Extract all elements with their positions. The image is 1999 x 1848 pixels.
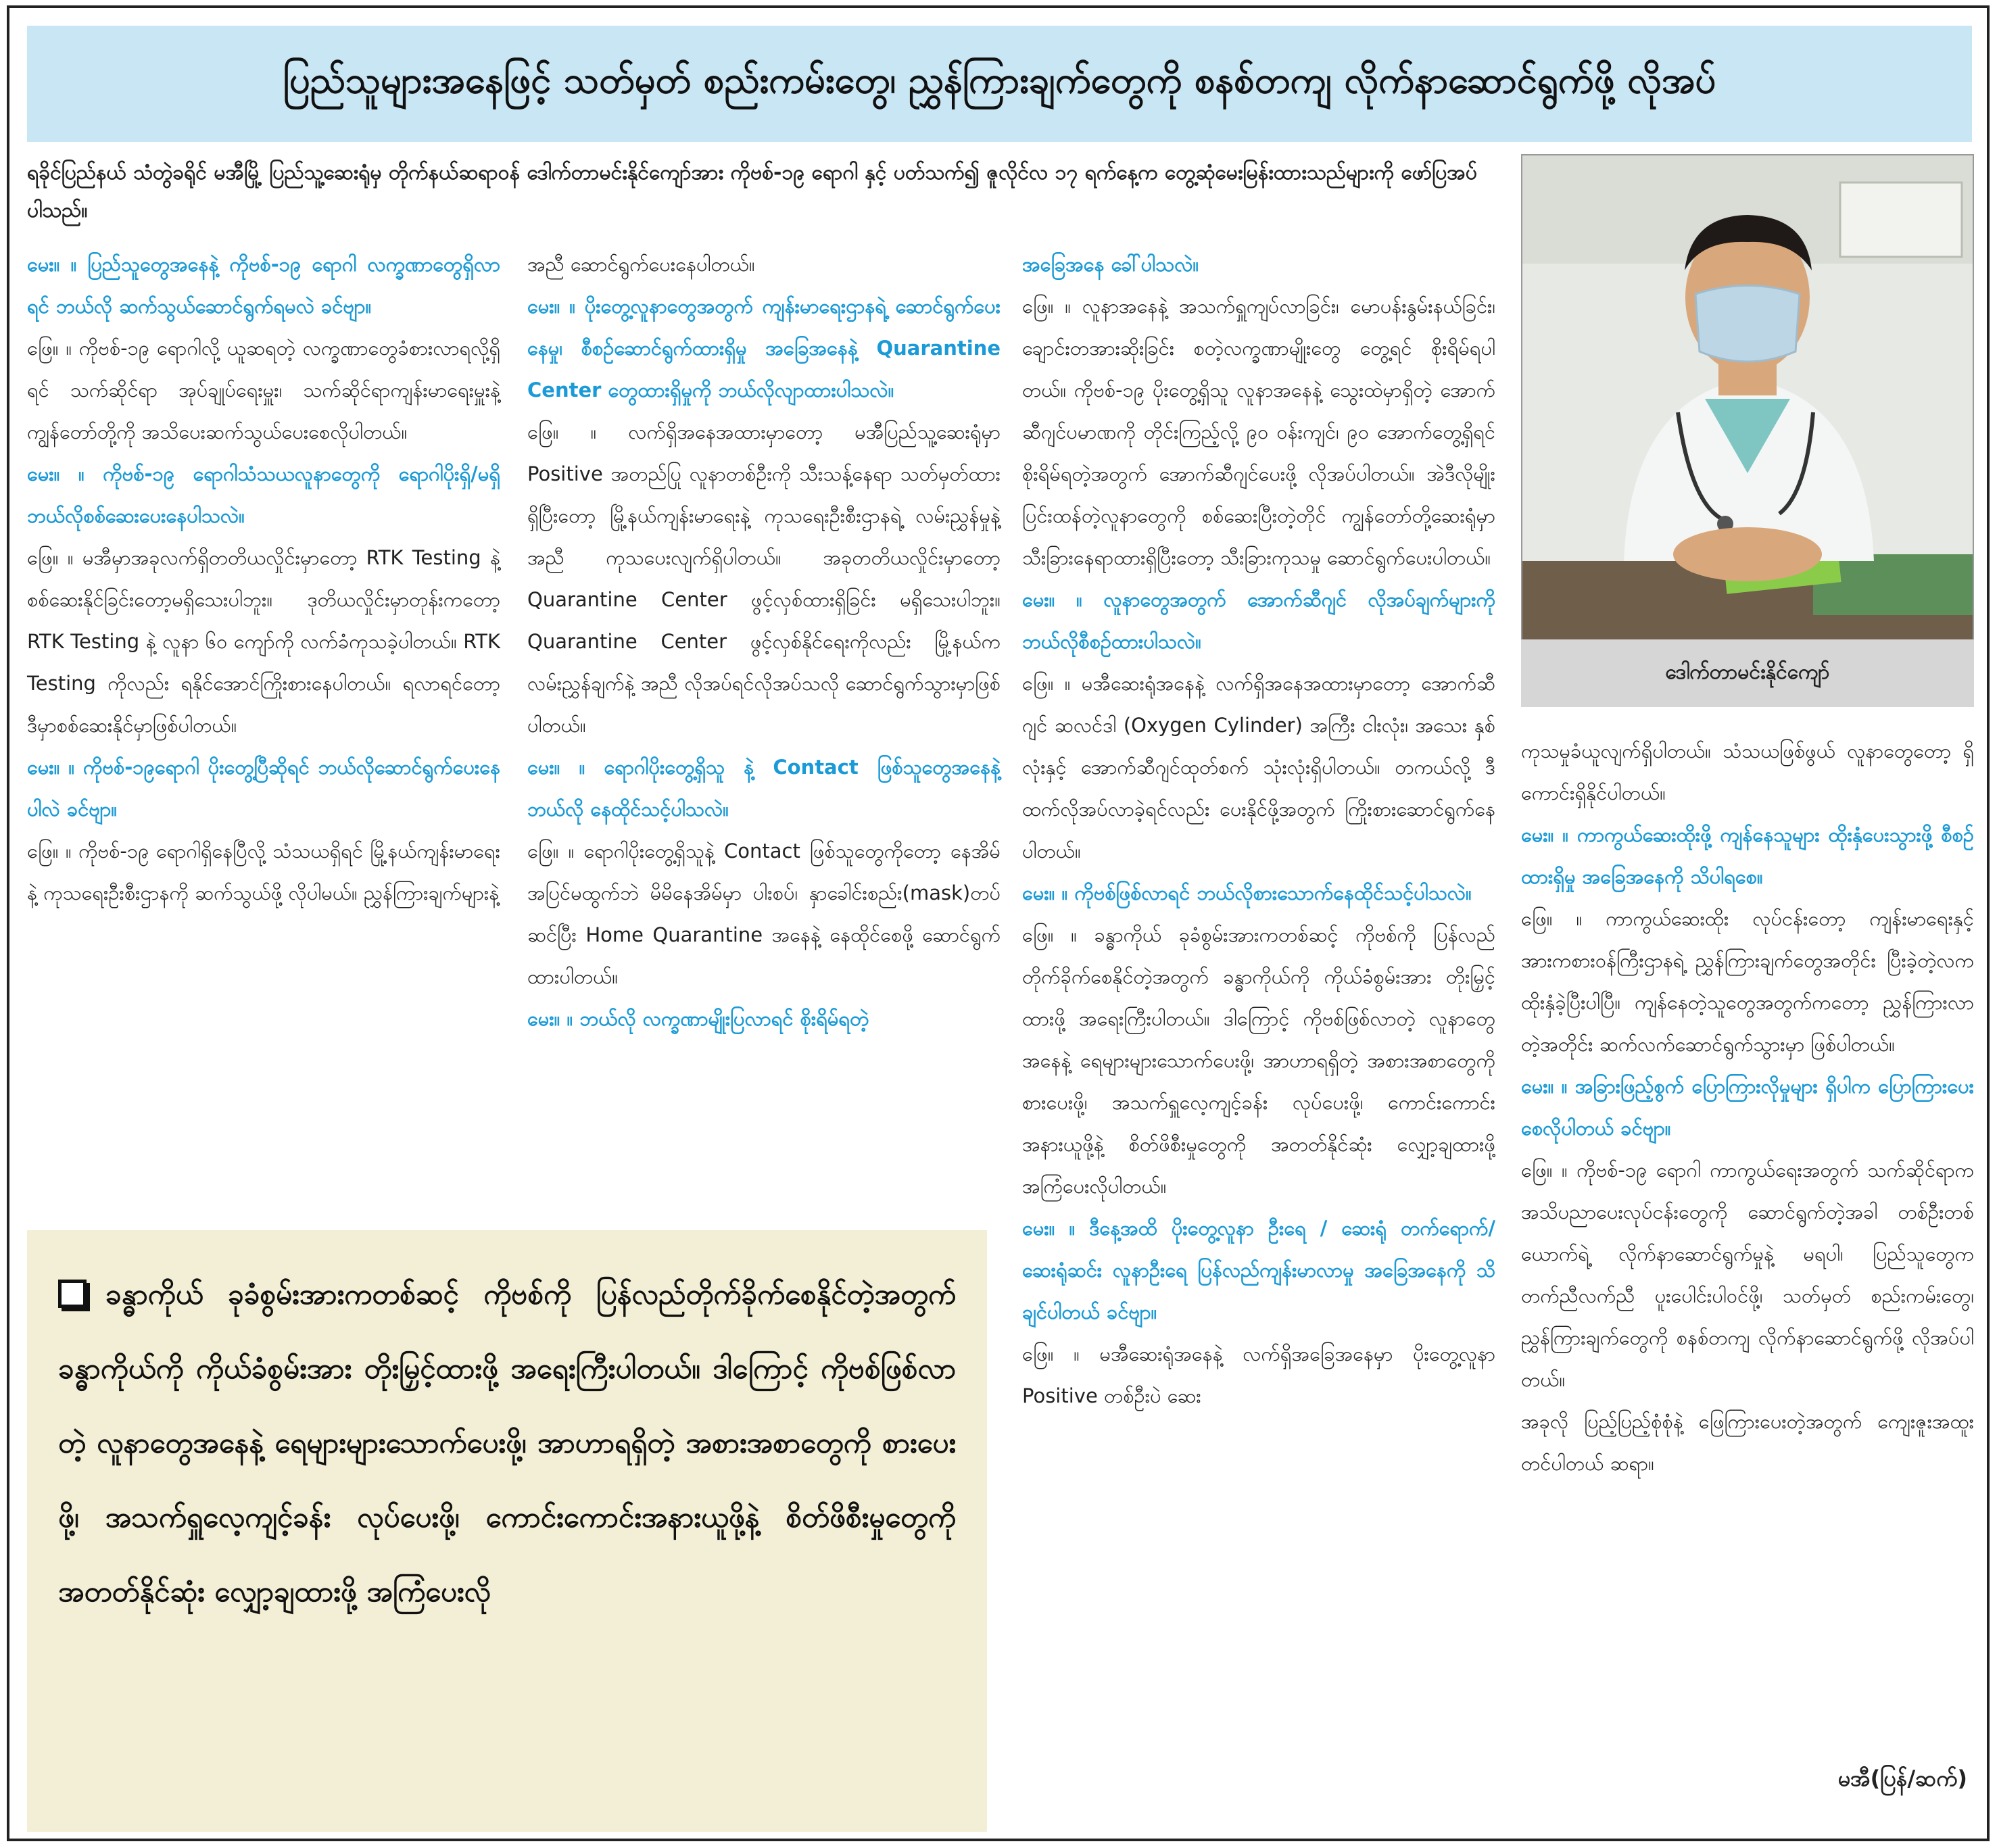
- question-paragraph: မေး။ ။ ကိုဗစ်ဖြစ်လာရင် ဘယ်လိုစားသောက်နေထိုင်သင့်ပါသလဲ။: [1022, 881, 1472, 904]
- question-paragraph: မေး။ ။ အခြားဖြည့်စွက် ပြောကြားလိုမှုများ ရှိပါက ပြောကြားပေးစေလိုပါတယ် ခင်ဗျာ။: [1521, 1075, 1974, 1140]
- question-paragraph: မေး။ ။ ပိုးတွေ့လူနာတွေအတွက် ကျန်းမာရေးဌာနရဲ့ ဆောင်ရွက်ပေးနေမှု၊ စီစဉ်ဆောင်ရွက်ထားရှိမှု အခြေအနေနဲ့ Quarantine Center တွေထားရှိမှုကို ဘယ်လိုလျာထားပါသလဲ။: [527, 295, 1001, 402]
- answer-paragraph: ဖြေ။ ။ လူနာအနေနဲ့ အသက်ရှူကျပ်လာခြင်း၊ မောပန်းနွမ်းနယ်ခြင်း၊ ချောင်းတအားဆိုးခြင်း စတဲ့လက္ခဏာမျိုးတွေ တွေ့ရင် စိုးရိမ်ရပါတယ်။ ကိုဗစ်-၁၉ ပိုးတွေ့ရှိသူ လူနာအနေနဲ့ သွေးထဲမှာရှိတဲ့ အောက်ဆီဂျင်ပမာဏကို တိုင်းကြည့်လို့ ၉၀ ဝန်းကျင်၊ ၉၀ အောက်တွေ့ရှိရင် စိုးရိမ်ရတဲ့အတွက် အောက်ဆီဂျင်ပေးဖို့ လိုအပ်ပါတယ်။ အဲဒီလိုမျိုး ပြင်းထန်တဲ့လူနာတွေကို စစ်ဆေးပြီးတဲ့တိုင် ကျွန်တော်တို့ဆေးရုံမှာ သီးခြားနေရာထားရှိပြီးတော့ သီးခြားကုသမှု ဆောင်ရွက်ပေးပါတယ်။: [1022, 295, 1495, 569]
- pull-quote-box: [27, 1230, 987, 1832]
- answer-paragraph: ဖြေ။ ။ ကာကွယ်ဆေးထိုး လုပ်ငန်းတော့ ကျန်းမာရေးနှင့် အားကစားဝန်ကြီးဌာနရဲ့ ညွှန်ကြားချက်တွေအတိုင်း ပြီးခဲ့တဲ့လက ထိုးနှံခဲ့ပြီးပါပြီ။ ကျန်နေတဲ့သူတွေအတွက်ကတော့ ညွှန်ကြားလာတဲ့အတိုင်း ဆက်လက်ဆောင်ရွက်သွားမှာ ဖြစ်ပါတယ်။: [1521, 907, 1974, 1056]
- answer-paragraph: ကုသမှုခံယူလျက်ရှိပါတယ်။ သံသယဖြစ်ဖွယ် လူနာတွေတော့ ရှိကောင်းရှိနိုင်ပါတယ်။: [1521, 739, 1974, 804]
- column-3: [1022, 243, 1495, 1791]
- question-paragraph: မေး။ ။ ရောဂါပိုးတွေ့ရှိသူ နဲ့ Contact ဖြစ်သူတွေအနေနဲ့ ဘယ်လို နေထိုင်သင့်ပါသလဲ။: [527, 756, 1001, 821]
- answer-paragraph: အညီ ဆောင်ရွက်ပေးနေပါတယ်။: [527, 253, 755, 276]
- pull-quote-text: ခန္ဓာကိုယ် ခုခံစွမ်းအားကတစ်ဆင့် ကိုဗစ်ကို ပြန်လည်တိုက်ခိုက်စေနိုင်တဲ့အတွက် ခန္ဓာကိုယ်ကို ကိုယ်ခံစွမ်းအား တိုးမြှင့်ထားဖို့ အရေးကြီးပါတယ်။ ဒါကြောင့် ကိုဗစ်ဖြစ်လာတဲ့ လူနာတွေအနေနဲ့ ရေများများသောက်ပေးဖို့၊ အာဟာရရှိတဲ့ အစားအစာတွေကို စားပေးဖို့၊ အသက်ရှူလေ့ကျင့်ခန်း လုပ်ပေးဖို့၊ ကောင်းကောင်းအနားယူဖို့နဲ့ စိတ်ဖိစီးမှုတွေကို အတတ်နိုင်ဆုံး လျှော့ချထားဖို့ အကြံပေးလို: [58, 1278, 956, 1608]
- question-paragraph: မေး။ ။ ဒီနေ့အထိ ပိုးတွေ့လူနာ ဦးရေ / ဆေးရုံ တက်ရောက်/ ဆေးရုံဆင်း လူနာဦးရေ ပြန်လည်ကျန်းမာလာမှု အခြေအနေကို သိချင်ပါတယ် ခင်ဗျာ။: [1022, 1217, 1495, 1323]
- answer-paragraph: ဖြေ။ ။ လက်ရှိအနေအထားမှာတော့ မအီပြည်သူ့ဆေးရုံမှာ Positive အတည်ပြု လူနာတစ်ဦးကို သီးသန့်နေရာ သတ်မှတ်ထားရှိပြီးတော့ မြို့နယ်ကျန်းမာရေးနဲ့ ကုသရေးဦးစီးဌာနရဲ့ လမ်းညွှန်မှုနဲ့အညီ ကုသပေးလျက်ရှိပါတယ်။ အခုတတိယလှိုင်းမှာတော့ Quarantine Center ဖွင့်လှစ်ထားရှိခြင်း မရှိသေးပါဘူး။ Quarantine Center ဖွင့်လှစ်နိုင်ရေးကိုလည်း မြို့နယ်ကလမ်းညွှန်ချက်နဲ့ အညီ လိုအပ်ရင်လိုအပ်သလို ဆောင်ရွက်သွားမှာဖြစ်ပါတယ်။: [527, 420, 1001, 737]
- answer-paragraph: ဖြေ။ ။ ရောဂါပိုးတွေ့ရှိသူနဲ့ Contact ဖြစ်သူတွေကိုတော့ နေအိမ်အပြင်မထွက်ဘဲ မိမိနေအိမ်မှာ ပါးစပ်၊ နှာခေါင်းစည်း(mask)တပ်ဆင်ပြီး Home Quarantine အနေနဲ့ နေထိုင်စေဖို့ ဆောင်ရွက်ထားပါတယ်။: [527, 840, 1001, 988]
- checkbox-icon: [58, 1280, 87, 1308]
- answer-paragraph: ဖြေ။ ။ ခန္ဓာကိုယ် ခုခံစွမ်းအားကတစ်ဆင့် ကိုဗစ်ကို ပြန်လည်တိုက်ခိုက်စေနိုင်တဲ့အတွက် ခန္ဓာကိုယ်ကို ကိုယ်ခံစွမ်းအား တိုးမြှင့်ထားဖို့ အရေးကြီးပါတယ်။ ဒါကြောင့် ကိုဗစ်ဖြစ်လာတဲ့ လူနာတွေအနေနဲ့ ရေများများသောက်ပေးဖို့၊ အာဟာရရှိတဲ့ အစားအစာတွေကို စားပေးဖို့၊ အသက်ရှူလေ့ကျင့်ခန်း လုပ်ပေးဖို့၊ ကောင်းကောင်း အနားယူဖို့နဲ့ စိတ်ဖိစီးမှုတွေကို အတတ်နိုင်ဆုံး လျှော့ချထားဖို့ အကြံပေးလိုပါတယ်။: [1022, 923, 1495, 1198]
- byline-signoff: မအီ(ပြန်/ဆက်): [1837, 1766, 1967, 1791]
- question-paragraph: မေး။ ။ ကိုဗစ်-၁၉ ရောဂါသံသယလူနာတွေကို ရောဂါပိုးရှိ/မရှိ ဘယ်လိုစစ်ဆေးပေးနေပါသလဲ။: [27, 462, 500, 527]
- doctor-illustration: [1522, 155, 1973, 687]
- photo-caption: ဒေါက်တာမင်းနိုင်ကျော်: [1521, 639, 1974, 707]
- answer-paragraph: ဖြေ။ ။ ကိုဗစ်-၁၉ ရောဂါလို့ ယူဆရတဲ့ လက္ခဏာတွေခံစားလာရလို့ရှိရင် သက်ဆိုင်ရာ အုပ်ချုပ်ရေးမှူး၊ သက်ဆိုင်ရာကျန်းမာရေးမှူးနဲ့ ကျွန်တော်တို့ကို အသိပေးဆက်သွယ်ပေးစေလိုပါတယ်။: [27, 337, 500, 443]
- pull-quote: [58, 1257, 956, 1629]
- answer-paragraph: ဖြေ။ ။ မအီဆေးရုံအနေနဲ့ လက်ရှိအခြေအနေမှာ ပိုးတွေ့လူနာ Positive တစ်ဦးပဲ ဆေး: [1022, 1342, 1495, 1407]
- question-paragraph: မေး။ ။ ကိုဗစ်-၁၉ရောဂါ ပိုးတွေ့ပြီဆိုရင် ဘယ်လိုဆောင်ရွက်ပေးနေပါလဲ ခင်ဗျာ။: [27, 756, 500, 821]
- question-paragraph: မေး။ ။ ကာကွယ်ဆေးထိုးဖို့ ကျန်နေသူများ ထိုးနှံပေးသွားဖို့ စီစဉ်ထားရှိမှု အခြေအနေကို သိပါရစေ။: [1521, 823, 1974, 888]
- column-4: [1521, 730, 1974, 1484]
- column-1: [27, 243, 500, 914]
- question-paragraph: အခြေအနေ ခေါ်ပါသလဲ။: [1022, 253, 1199, 276]
- answer-paragraph: အခုလို ပြည့်ပြည့်စုံစုံနဲ့ ဖြေကြားပေးတဲ့အတွက် ကျေးဇူးအထူးတင်ပါတယ် ဆရာ။: [1521, 1410, 1974, 1475]
- answer-paragraph: ဖြေ။ ။ ကိုဗစ်-၁၉ ရောဂါရှိနေပြီလို့ သံသယရှိရင် မြို့နယ်ကျန်းမာရေးနဲ့ ကုသရေးဦးစီးဌာနကို ဆက်သွယ်ဖို့ လိုပါမယ်။ ညွှန်ကြားချက်များနဲ့: [27, 840, 500, 904]
- answer-paragraph: ဖြေ။ ။ မအီမှာအခုလက်ရှိတတိယလှိုင်းမှာတော့ RTK Testing နဲ့ စစ်ဆေးနိုင်ခြင်းတော့မရှိသေးပါဘူး။ ဒုတိယလှိုင်းမှာတုန်းကတော့ RTK Testing နဲ့ လူနာ ၆၀ ကျော်ကို လက်ခံကုသခဲ့ပါတယ်။ RTK Testing ကိုလည်း ရနိုင်အောင်ကြိုးစားနေပါတယ်။ ရလာရင်တော့ ဒီမှာစစ်ဆေးနိုင်မှာဖြစ်ပါတယ်။: [27, 546, 500, 737]
- answer-paragraph: ဖြေ။ ။ မအီဆေးရုံအနေနဲ့ လက်ရှိအနေအထားမှာတော့ အောက်ဆီဂျင် ဆလင်ဒါ (Oxygen Cylinder) အကြီး ငါးလုံး၊ အသေး နှစ်လုံးနှင့် အောက်ဆီဂျင်ထုတ်စက် သုံးလုံးရှိပါတယ်။ တကယ်လို့ ဒီထက်လိုအပ်လာခဲ့ရင်လည်း ပေးနိုင်ဖို့အတွက် ကြိုးစားဆောင်ရွက်နေပါတယ်။: [1022, 672, 1495, 862]
- intro-paragraph: ရခိုင်ပြည်နယ် သံတွဲခရိုင် မအီမြို့ ပြည်သူ့ဆေးရုံမှ တိုက်နယ်ဆရာဝန် ဒေါက်တာမင်းနိုင်ကျော်အား ကိုဗစ်-၁၉ ရောဂါ နှင့် ပတ်သက်၍ ဇူလိုင်လ ၁၇ ရက်နေ့က တွေ့ဆုံမေးမြန်းထားသည်များကို ဖော်ပြအပ်ပါသည်။: [27, 161, 1478, 222]
- headline: ပြည်သူများအနေဖြင့် သတ်မှတ် စည်းကမ်းတွေ၊ ညွှန်ကြားချက်တွေကို စနစ်တကျ လိုက်နာဆောင်ရွက်ဖို့ လိုအပ်: [27, 26, 1972, 142]
- answer-paragraph: ဖြေ။ ။ ကိုဗစ်-၁၉ ရောဂါ ကာကွယ်ရေးအတွက် သက်ဆိုင်ရာက အသိပညာပေးလုပ်ငန်းတွေကို ဆောင်ရွက်တဲ့အခါ တစ်ဦးတစ်ယောက်ရဲ့ လိုက်နာဆောင်ရွက်မှုနဲ့ မရပါ၊ ပြည်သူတွေက တက်ညီလက်ညီ ပူးပေါင်းပါဝင်ဖို့၊ သတ်မှတ် စည်းကမ်းတွေ၊ ညွှန်ကြားချက်တွေကို စနစ်တကျ လိုက်နာဆောင်ရွက်ဖို့ လိုအပ်ပါတယ်။: [1521, 1159, 1974, 1391]
- doctor-photo: [1521, 154, 1974, 688]
- question-paragraph: မေး။ ။ ဘယ်လို လက္ခဏာမျိုးပြလာရင် စိုးရိမ်ရတဲ့: [527, 1007, 869, 1030]
- column-2: [527, 243, 1001, 1040]
- question-paragraph: မေး။ ။ လူနာတွေအတွက် အောက်ဆီဂျင် လိုအပ်ချက်များကို ဘယ်လိုစီစဉ်ထားပါသလဲ။: [1022, 588, 1495, 653]
- question-paragraph: မေး။ ။ ပြည်သူတွေအနေနဲ့ ကိုဗစ်-၁၉ ရောဂါ လက္ခဏာတွေရှိလာရင် ဘယ်လို ဆက်သွယ်ဆောင်ရွက်ရမလဲ ခင်ဗျာ။: [27, 253, 500, 318]
